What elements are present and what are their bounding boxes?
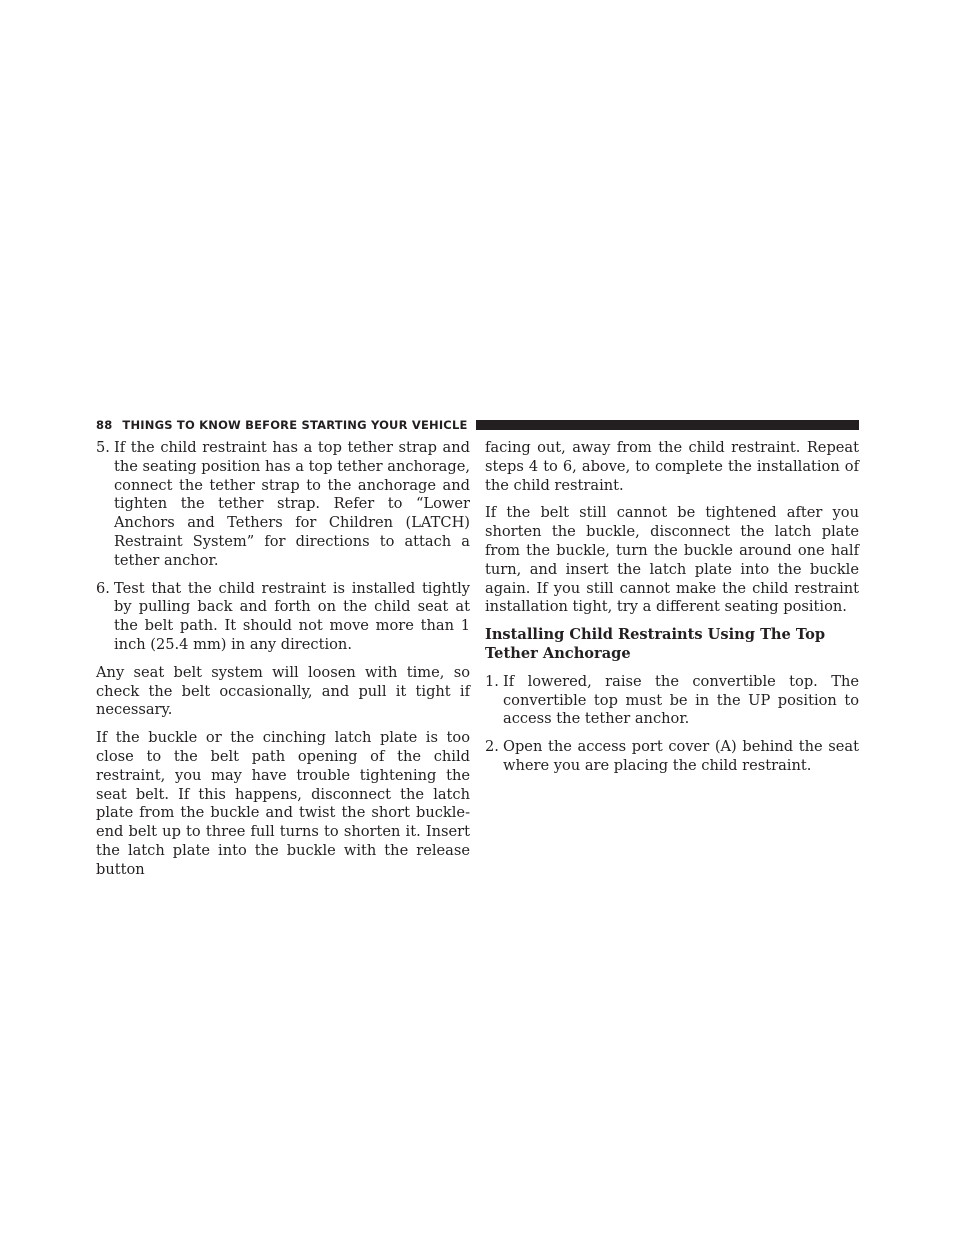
list-item-text: If lowered, raise the convertible top. The convertible top must be in the UP position to access the tether anchor. xyxy=(503,672,859,728)
list-item-text: Test that the child restraint is installed tightly by pulling back and forth on the child seat at the belt path. It should not move more than 1 inch (25.4 mm) in any direction. xyxy=(114,579,470,653)
paragraph: Any seat belt system will loosen with time, so check the belt occasionally, and pull it tight if necessary. xyxy=(96,663,470,719)
section-title: THINGS TO KNOW BEFORE STARTING YOUR VEHICLE xyxy=(122,418,468,432)
right-column xyxy=(485,439,859,785)
list-item-number: 5. xyxy=(96,439,110,456)
paragraph: facing out, away from the child restraint. Repeat steps 4 to 6, above, to complete the installation of the child restraint. xyxy=(485,439,859,494)
list-item xyxy=(485,673,859,729)
left-column xyxy=(96,439,470,889)
page-header xyxy=(96,416,859,434)
list-item-number: 6. xyxy=(96,579,110,597)
paragraph: If the belt still cannot be tightened after you shorten the buckle, disconnect the latch plate from the buckle, turn the buckle around one half turn, and insert the latch plate into the buckle again. If you still cannot make the child restraint installation tight, try a different seating position. xyxy=(485,504,859,616)
list-item-text: If the child restraint has a top tether strap and the seating position has a top tether anchorage, connect the tether strap to the anchorage and tighten the tether strap. Refer to “Lower Anchors and Tethers for Children (LATCH) Restraint System” for directions to attach a tether anchor. xyxy=(114,439,470,569)
list-item xyxy=(485,738,859,776)
list-item xyxy=(96,580,470,655)
header-rule-bar xyxy=(476,420,859,430)
list-item xyxy=(96,439,470,571)
list-item-number: 1. xyxy=(485,672,499,690)
list-item-number: 2. xyxy=(485,738,499,756)
paragraph: If the buckle or the cinching latch plate is too close to the belt path opening of the child restraint, you may have trouble tightening the seat belt. If this happens, disconnect the latch plate from the buckle and twist the short buckle-end belt up to three full turns to shorten it. Insert the latch plate into the buckle with the release button xyxy=(96,729,470,878)
list-item-text: Open the access port cover (A) behind the seat where you are placing the child restraint. xyxy=(503,738,859,774)
page-number: 88 xyxy=(96,418,113,432)
section-heading: Installing Child Restraints Using The Top Tether Anchorage xyxy=(485,626,826,662)
